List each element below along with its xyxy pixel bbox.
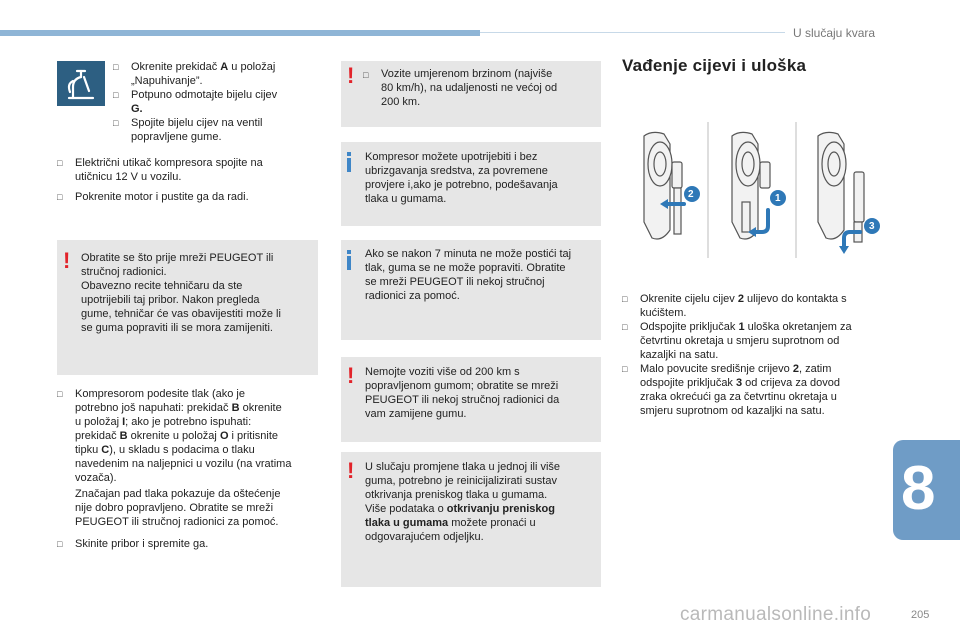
box-line: Nemojte voziti više od 200 km s [365, 366, 520, 378]
step-line: popravljene gume. [131, 131, 222, 143]
chapter-number: 8 [901, 454, 936, 523]
box-line: tlak, guma se ne može popraviti. Obratite [365, 262, 566, 274]
checkbox-bullet-icon: □ [622, 294, 628, 304]
checkbox-bullet-icon: □ [113, 90, 119, 100]
checkbox-bullet-icon: □ [363, 70, 369, 80]
box-line: radionici za pomoć. [365, 290, 460, 302]
step-line: Odspojite priključak 1 uloška okretanjem za [640, 321, 852, 333]
step-line: G. [131, 103, 143, 115]
step-line: u položaj I; ako je potrebno ispuhati: [75, 416, 252, 428]
box-line: U slučaju promjene tlaka u jednoj ili više [365, 461, 561, 473]
warning-box [57, 240, 318, 375]
step-line: tipku C), u skladu s podacima o tlaku [75, 444, 255, 456]
step-line: navedenim na naljepnici u vozilu (na vratima [75, 458, 292, 470]
callout-2: 2 [688, 189, 694, 200]
step-line: Okrenite prekidač A u položaj [131, 61, 276, 73]
warning-line: upotrijebili taj pribor. Nakon pregleda [81, 294, 260, 306]
warning-line: gume, tehničar će vas obavijestiti može li [81, 308, 281, 320]
box-line: guma, potrebno je reinicijalizirati sustav [365, 475, 557, 487]
box-line: tlaka u gumama možete pronaći u [365, 517, 536, 529]
info-icon [347, 256, 351, 270]
checkbox-bullet-icon: □ [622, 322, 628, 332]
page-number: 205 [911, 609, 930, 621]
box-line: 200 km. [381, 96, 421, 108]
box-line: 80 km/h), na udaljenosti ne većoj od [381, 82, 558, 94]
step-line: utičnicu 12 V u vozilu. [75, 171, 182, 183]
step-line: Električni utikač kompresora spojite na [75, 157, 263, 169]
step-line: Kompresorom podesite tlak (ako je [75, 388, 245, 400]
checkbox-bullet-icon: □ [113, 118, 119, 128]
step-line: Okrenite cijelu cijev 2 ulijevo do kontakta s [640, 293, 847, 305]
checkbox-bullet-icon: □ [113, 62, 119, 72]
box-line: otkrivanja preniskog tlaka u gumama. [365, 489, 548, 501]
checkbox-bullet-icon: □ [57, 158, 63, 168]
step-line: prekidač B okrenite u položaj O i pritisnite [75, 430, 279, 442]
warning-icon: ! [347, 363, 355, 388]
step-line: zraka okrećući ga za četvrtinu okretaja u [640, 391, 837, 403]
step-line: kazaljki na satu. [640, 349, 719, 361]
hose-removal-illustration [622, 122, 886, 258]
chapter-tab[interactable] [893, 440, 960, 540]
step-line: smjeru suprotnom od kazaljki na satu. [640, 405, 825, 417]
box-line: Vozite umjerenom brzinom (najviše [381, 68, 553, 80]
watermark: carmanualsonline.info [680, 604, 872, 625]
box-line: Više podataka o otkrivanju preniskog [365, 503, 555, 515]
checkbox-bullet-icon: □ [57, 389, 63, 399]
callout-1: 1 [775, 193, 781, 204]
step-line: Potpuno odmotajte bijelu cijev [131, 89, 278, 101]
step-line: PEUGEOT ili stručnoj radionici za pomoć. [75, 516, 279, 528]
warning-icon: ! [347, 458, 355, 483]
warning-line: Obratite se što prije mreži PEUGEOT ili [81, 252, 274, 264]
checkbox-bullet-icon: □ [57, 192, 63, 202]
step-line: Spojite bijelu cijev na ventil [131, 117, 263, 129]
warning-line: stručnoj radionici. [81, 266, 167, 278]
step-line: četvrtinu okretaja u smjeru suprotnom od [640, 335, 840, 347]
box-line: ubrizgavanja sredstva, za povremene [365, 165, 548, 177]
step-line: odspojite priključak 3 od crijeva za dovod [640, 377, 840, 389]
box-line: odgovarajućem odjeljku. [365, 531, 484, 543]
step-line: „Napuhivanje”. [131, 75, 203, 87]
info-box-seven-min [341, 240, 601, 340]
step-line: Značajan pad tlaka pokazuje da oštećenje [75, 488, 281, 500]
step-line: Malo povucite središnje crijevo 2, zatim [640, 363, 832, 375]
warning-icon: ! [63, 248, 71, 273]
box-line: provjere i,ako je potrebno, podešavanja [365, 179, 558, 191]
step-line: nije dobro popravljeno. Obratite se mreži [75, 502, 274, 514]
info-box-compressor [341, 142, 601, 226]
box-line: se mreži PEUGEOT ili nekoj stručnoj [365, 276, 545, 288]
box-line: Ako se nakon 7 minuta ne može postići taj [365, 248, 572, 260]
header-bar [0, 30, 480, 36]
warning-icon: ! [347, 63, 355, 88]
step-line: kućištem. [640, 307, 687, 319]
compressor-icon [57, 61, 105, 106]
step-line: Pokrenite motor i pustite ga da radi. [75, 191, 249, 203]
warning-box-speed [341, 61, 601, 127]
checkbox-bullet-icon: □ [57, 539, 63, 549]
box-line: popravljenom gumom; obratite se mreži [365, 380, 559, 392]
step-line: potrebno još napuhati: prekidač B okrenite [75, 402, 282, 414]
section-title: U slučaju kvara [793, 26, 876, 40]
box-line: vam zamijene gumu. [365, 408, 467, 420]
warning-box-distance [341, 357, 601, 442]
header-line [480, 32, 785, 33]
warning-line: se guma popraviti ili se mora zamijeniti. [81, 322, 273, 334]
step-line: vozača). [75, 472, 117, 484]
checkbox-bullet-icon: □ [622, 364, 628, 374]
box-line: PEUGEOT ili nekoj stručnoj radionici da [365, 394, 560, 406]
page-title: Vađenje cijevi i uloška [622, 56, 807, 75]
info-icon [347, 158, 351, 172]
warning-line: Obavezno recite tehničaru da ste [81, 280, 243, 292]
box-line: Kompresor možete upotrijebiti i bez [365, 151, 538, 163]
warning-box-reinit [341, 452, 601, 587]
step-line: Skinite pribor i spremite ga. [75, 538, 209, 550]
box-line: tlaka u gumama. [365, 193, 447, 205]
callout-3: 3 [869, 221, 875, 232]
